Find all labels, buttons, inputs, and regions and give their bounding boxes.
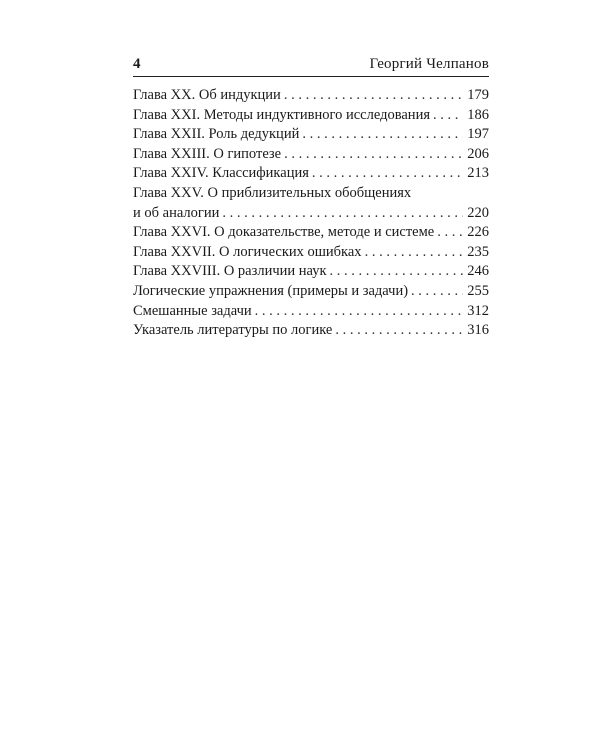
toc-entry-page: 220 [467,204,489,221]
toc-entry [133,223,489,243]
toc-entry [133,321,489,341]
running-head: Георгий Челпанов [369,56,489,72]
dot-leader [312,164,463,184]
dot-leader [330,262,464,282]
dot-leader [222,204,463,224]
page-number: 4 [133,56,141,72]
toc-entry [133,106,489,126]
toc-entry [133,262,489,282]
toc-entry-title: Глава XXVIII. О различии наук [133,263,327,280]
toc-entry [133,164,489,184]
toc-entry-page: 179 [467,87,489,103]
toc-entry-page: 226 [467,224,489,241]
toc-entry-title-line-1: Глава XXV. О приблизительных обобщениях [133,184,412,201]
dot-leader [284,86,463,106]
toc-entry-title: Указатель литературы по логике [133,322,333,339]
toc-entry-title: Логические упражнения (примеры и задачи) [133,282,409,299]
dot-leader [284,145,463,165]
toc-entry [133,243,489,263]
toc-entry [133,302,489,322]
toc-entry-title: Глава XXII. Роль дедукций [133,126,300,143]
toc-entry-page: 246 [467,263,489,280]
toc-entry [133,125,489,145]
toc-entry [133,184,489,223]
toc-entry-title-line-2: и об аналогии [133,204,220,221]
toc-entry-title: Смешанные задачи [133,302,252,319]
toc-entry-title: Глава XX. Об индукции [133,87,281,103]
toc-entry-page: 255 [467,282,489,299]
toc-entry [133,86,489,106]
toc-entry-title: Глава XXVII. О логических ошибках [133,243,362,260]
dot-leader [365,243,464,263]
toc-entry-page: 213 [467,165,489,182]
dot-leader [302,125,463,145]
table-of-contents [133,86,489,341]
toc-entry-page: 316 [467,322,489,339]
toc-entry-page: 206 [467,145,489,162]
toc-entry-page: 235 [467,243,489,260]
dot-leader [411,282,463,302]
dot-leader [255,302,464,322]
page-header [133,54,489,77]
toc-entry-title: Глава XXI. Методы индуктивного исследования [133,106,430,123]
dot-leader [437,223,463,243]
toc-entry-page: 197 [467,126,489,143]
toc-entry-title: Глава XXIII. О гипотезе [133,145,282,162]
toc-entry-title: Глава XXIV. Классификация [133,165,309,182]
toc-entry [133,145,489,165]
toc-entry-title: Глава XXVI. О доказательстве, методе и системе [133,224,435,241]
toc-entry-page: 186 [467,106,489,123]
dot-leader [335,321,463,341]
toc-entry [133,282,489,302]
toc-entry-page: 312 [467,302,489,319]
dot-leader [433,106,463,126]
